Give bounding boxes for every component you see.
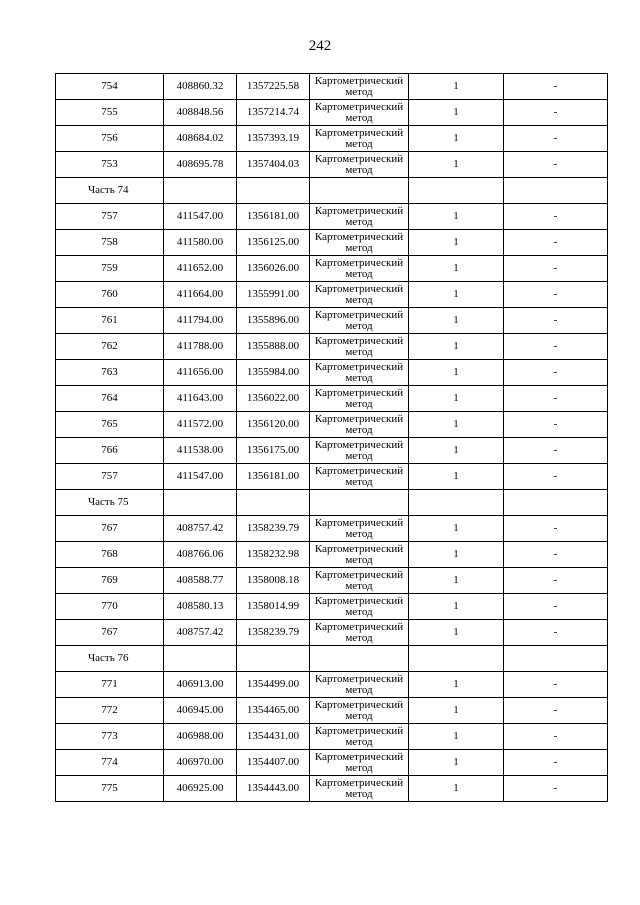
accuracy-value: 1 [409, 204, 504, 230]
coordinate-x: 411547.00 [164, 204, 237, 230]
method-line-2: метод [345, 423, 373, 436]
empty-cell [164, 178, 237, 204]
description-value: - [504, 438, 608, 464]
empty-cell [310, 178, 409, 204]
table-row [56, 698, 608, 724]
method-line-2: метод [345, 319, 373, 332]
accuracy-value: 1 [409, 386, 504, 412]
coordinate-y: 1358239.79 [237, 516, 310, 542]
point-number: 760 [56, 282, 164, 308]
method-cell [310, 126, 409, 152]
description-value: - [504, 334, 608, 360]
method-cell [310, 204, 409, 230]
method-line-2: метод [345, 605, 373, 618]
table-row [56, 542, 608, 568]
accuracy-value: 1 [409, 594, 504, 620]
method-line-2: метод [345, 709, 373, 722]
coordinate-y: 1354443.00 [237, 776, 310, 802]
coordinate-y: 1357214.74 [237, 100, 310, 126]
method-line-1: Картометрический [314, 360, 404, 373]
coordinate-x: 408860.32 [164, 74, 237, 100]
coordinate-x: 408757.42 [164, 516, 237, 542]
method-line-1: Картометрический [314, 542, 404, 555]
coordinates-table [55, 73, 608, 802]
table-row [56, 620, 608, 646]
empty-cell [409, 490, 504, 516]
coordinate-x: 411580.00 [164, 230, 237, 256]
coordinate-x: 408580.13 [164, 594, 237, 620]
method-line-2: метод [345, 761, 373, 774]
coordinate-y: 1355991.00 [237, 282, 310, 308]
description-value: - [504, 750, 608, 776]
table-row [56, 334, 608, 360]
description-value: - [504, 464, 608, 490]
table-row [56, 594, 608, 620]
method-line-1: Картометрический [314, 334, 404, 347]
method-cell [310, 776, 409, 802]
point-number: 769 [56, 568, 164, 594]
method-line-2: метод [345, 579, 373, 592]
method-line-2: метод [345, 735, 373, 748]
accuracy-value: 1 [409, 126, 504, 152]
accuracy-value: 1 [409, 724, 504, 750]
coordinate-y: 1358239.79 [237, 620, 310, 646]
table-row [56, 230, 608, 256]
method-line-2: метод [345, 631, 373, 644]
coordinate-x: 411656.00 [164, 360, 237, 386]
method-cell [310, 412, 409, 438]
method-line-1: Картометрический [314, 256, 404, 269]
description-value: - [504, 542, 608, 568]
coordinate-x: 411547.00 [164, 464, 237, 490]
point-number: 772 [56, 698, 164, 724]
description-value: - [504, 282, 608, 308]
method-cell [310, 750, 409, 776]
point-number: 756 [56, 126, 164, 152]
coordinate-x: 408766.06 [164, 542, 237, 568]
method-line-1: Картометрический [314, 100, 404, 113]
empty-cell [409, 646, 504, 672]
method-line-2: метод [345, 241, 373, 254]
method-cell [310, 74, 409, 100]
method-line-1: Картометрический [314, 776, 404, 789]
coordinate-y: 1356181.00 [237, 464, 310, 490]
method-line-1: Картометрический [314, 282, 404, 295]
accuracy-value: 1 [409, 334, 504, 360]
point-number: 753 [56, 152, 164, 178]
description-value: - [504, 308, 608, 334]
method-cell [310, 100, 409, 126]
point-number: 761 [56, 308, 164, 334]
coordinate-x: 408757.42 [164, 620, 237, 646]
coordinate-x: 411794.00 [164, 308, 237, 334]
method-line-2: метод [345, 111, 373, 124]
point-number: 757 [56, 464, 164, 490]
accuracy-value: 1 [409, 152, 504, 178]
empty-cell [504, 490, 608, 516]
method-line-2: метод [345, 371, 373, 384]
accuracy-value: 1 [409, 308, 504, 334]
table-row [56, 516, 608, 542]
method-cell [310, 620, 409, 646]
description-value: - [504, 672, 608, 698]
accuracy-value: 1 [409, 74, 504, 100]
point-number: 754 [56, 74, 164, 100]
accuracy-value: 1 [409, 698, 504, 724]
description-value: - [504, 516, 608, 542]
table-row [56, 464, 608, 490]
table-row [56, 776, 608, 802]
empty-cell [164, 646, 237, 672]
description-value: - [504, 724, 608, 750]
coordinate-x: 406925.00 [164, 776, 237, 802]
point-number: 757 [56, 204, 164, 230]
point-number: 767 [56, 620, 164, 646]
point-number: 775 [56, 776, 164, 802]
method-line-1: Картометрический [314, 568, 404, 581]
table-row [56, 282, 608, 308]
accuracy-value: 1 [409, 620, 504, 646]
method-line-2: метод [345, 397, 373, 410]
table-row [56, 152, 608, 178]
empty-cell [310, 490, 409, 516]
coordinate-x: 406945.00 [164, 698, 237, 724]
point-number: 765 [56, 412, 164, 438]
method-line-1: Картометрический [314, 672, 404, 685]
description-value: - [504, 126, 608, 152]
method-line-1: Картометрический [314, 152, 404, 165]
part-header-row [56, 178, 608, 204]
method-cell [310, 282, 409, 308]
method-cell [310, 308, 409, 334]
method-line-2: метод [345, 553, 373, 566]
method-line-2: метод [345, 163, 373, 176]
table-row [56, 750, 608, 776]
accuracy-value: 1 [409, 256, 504, 282]
method-line-2: метод [345, 475, 373, 488]
part-header-row [56, 490, 608, 516]
coordinate-y: 1356026.00 [237, 256, 310, 282]
accuracy-value: 1 [409, 360, 504, 386]
method-line-2: метод [345, 267, 373, 280]
table-row [56, 672, 608, 698]
method-cell [310, 334, 409, 360]
part-label: Часть 76 [56, 646, 164, 672]
empty-cell [237, 490, 310, 516]
description-value: - [504, 620, 608, 646]
coordinates-table-body [56, 74, 608, 802]
description-value: - [504, 386, 608, 412]
description-value: - [504, 230, 608, 256]
empty-cell [504, 178, 608, 204]
method-cell [310, 438, 409, 464]
method-cell [310, 230, 409, 256]
coordinate-y: 1358232.98 [237, 542, 310, 568]
coordinate-y: 1354431.00 [237, 724, 310, 750]
coordinate-x: 408684.02 [164, 126, 237, 152]
method-line-1: Картометрический [314, 724, 404, 737]
table-row [56, 386, 608, 412]
point-number: 767 [56, 516, 164, 542]
table-row [56, 724, 608, 750]
point-number: 764 [56, 386, 164, 412]
description-value: - [504, 698, 608, 724]
method-line-1: Картометрический [314, 438, 404, 451]
point-number: 768 [56, 542, 164, 568]
coordinate-x: 411538.00 [164, 438, 237, 464]
method-line-1: Картометрический [314, 698, 404, 711]
method-cell [310, 568, 409, 594]
point-number: 771 [56, 672, 164, 698]
method-cell [310, 594, 409, 620]
coordinate-y: 1356120.00 [237, 412, 310, 438]
method-line-2: метод [345, 683, 373, 696]
accuracy-value: 1 [409, 100, 504, 126]
coordinate-x: 411652.00 [164, 256, 237, 282]
page-number: 242 [308, 38, 332, 54]
table-row [56, 412, 608, 438]
method-line-1: Картометрический [314, 386, 404, 399]
method-cell [310, 698, 409, 724]
coordinate-y: 1354465.00 [237, 698, 310, 724]
accuracy-value: 1 [409, 568, 504, 594]
method-cell [310, 542, 409, 568]
coordinate-y: 1357393.19 [237, 126, 310, 152]
coordinate-x: 406913.00 [164, 672, 237, 698]
method-line-1: Картометрический [314, 74, 404, 87]
coordinate-x: 411788.00 [164, 334, 237, 360]
method-line-1: Картометрический [314, 412, 404, 425]
description-value: - [504, 256, 608, 282]
method-line-2: метод [345, 137, 373, 150]
table-row [56, 438, 608, 464]
part-header-row [56, 646, 608, 672]
method-line-1: Картометрический [314, 204, 404, 217]
coordinate-x: 406970.00 [164, 750, 237, 776]
coordinate-x: 408695.78 [164, 152, 237, 178]
empty-cell [237, 178, 310, 204]
part-label: Часть 74 [56, 178, 164, 204]
method-line-1: Картометрический [314, 464, 404, 477]
description-value: - [504, 412, 608, 438]
point-number: 763 [56, 360, 164, 386]
coordinate-y: 1356022.00 [237, 386, 310, 412]
point-number: 762 [56, 334, 164, 360]
table-row [56, 74, 608, 100]
point-number: 766 [56, 438, 164, 464]
method-cell [310, 360, 409, 386]
coordinate-y: 1356125.00 [237, 230, 310, 256]
coordinate-y: 1356175.00 [237, 438, 310, 464]
description-value: - [504, 568, 608, 594]
coordinate-x: 408848.56 [164, 100, 237, 126]
empty-cell [504, 646, 608, 672]
accuracy-value: 1 [409, 282, 504, 308]
table-row [56, 204, 608, 230]
description-value: - [504, 204, 608, 230]
coordinate-y: 1356181.00 [237, 204, 310, 230]
method-cell [310, 672, 409, 698]
accuracy-value: 1 [409, 464, 504, 490]
table-row [56, 360, 608, 386]
method-line-2: метод [345, 527, 373, 540]
accuracy-value: 1 [409, 516, 504, 542]
coordinate-x: 406988.00 [164, 724, 237, 750]
method-cell [310, 464, 409, 490]
description-value: - [504, 152, 608, 178]
method-line-2: метод [345, 215, 373, 228]
method-line-2: метод [345, 345, 373, 358]
description-value: - [504, 360, 608, 386]
table-row [56, 568, 608, 594]
coordinate-y: 1357404.03 [237, 152, 310, 178]
description-value: - [504, 74, 608, 100]
method-cell [310, 152, 409, 178]
accuracy-value: 1 [409, 672, 504, 698]
point-number: 770 [56, 594, 164, 620]
accuracy-value: 1 [409, 230, 504, 256]
table-row [56, 126, 608, 152]
method-line-1: Картометрический [314, 620, 404, 633]
method-line-2: метод [345, 293, 373, 306]
method-line-1: Картометрический [314, 230, 404, 243]
method-cell [310, 516, 409, 542]
coordinate-x: 408588.77 [164, 568, 237, 594]
description-value: - [504, 100, 608, 126]
method-cell [310, 724, 409, 750]
coordinate-y: 1354499.00 [237, 672, 310, 698]
table-row [56, 256, 608, 282]
table-row [56, 308, 608, 334]
point-number: 773 [56, 724, 164, 750]
method-cell [310, 386, 409, 412]
method-line-1: Картометрический [314, 308, 404, 321]
method-line-2: метод [345, 85, 373, 98]
coordinate-y: 1358008.18 [237, 568, 310, 594]
method-line-2: метод [345, 787, 373, 800]
part-label: Часть 75 [56, 490, 164, 516]
method-line-1: Картометрический [314, 594, 404, 607]
method-line-1: Картометрический [314, 750, 404, 763]
description-value: - [504, 594, 608, 620]
coordinate-y: 1358014.99 [237, 594, 310, 620]
coordinate-x: 411643.00 [164, 386, 237, 412]
coordinate-y: 1354407.00 [237, 750, 310, 776]
accuracy-value: 1 [409, 776, 504, 802]
method-cell [310, 256, 409, 282]
method-line-1: Картометрический [314, 516, 404, 529]
accuracy-value: 1 [409, 750, 504, 776]
point-number: 755 [56, 100, 164, 126]
point-number: 774 [56, 750, 164, 776]
empty-cell [237, 646, 310, 672]
method-line-2: метод [345, 449, 373, 462]
table-row [56, 100, 608, 126]
coordinate-y: 1355888.00 [237, 334, 310, 360]
coordinate-y: 1355984.00 [237, 360, 310, 386]
accuracy-value: 1 [409, 438, 504, 464]
coordinate-x: 411572.00 [164, 412, 237, 438]
description-value: - [504, 776, 608, 802]
empty-cell [409, 178, 504, 204]
empty-cell [310, 646, 409, 672]
empty-cell [164, 490, 237, 516]
accuracy-value: 1 [409, 542, 504, 568]
method-line-1: Картометрический [314, 126, 404, 139]
coordinate-y: 1357225.58 [237, 74, 310, 100]
point-number: 759 [56, 256, 164, 282]
coordinate-y: 1355896.00 [237, 308, 310, 334]
coordinate-x: 411664.00 [164, 282, 237, 308]
point-number: 758 [56, 230, 164, 256]
accuracy-value: 1 [409, 412, 504, 438]
